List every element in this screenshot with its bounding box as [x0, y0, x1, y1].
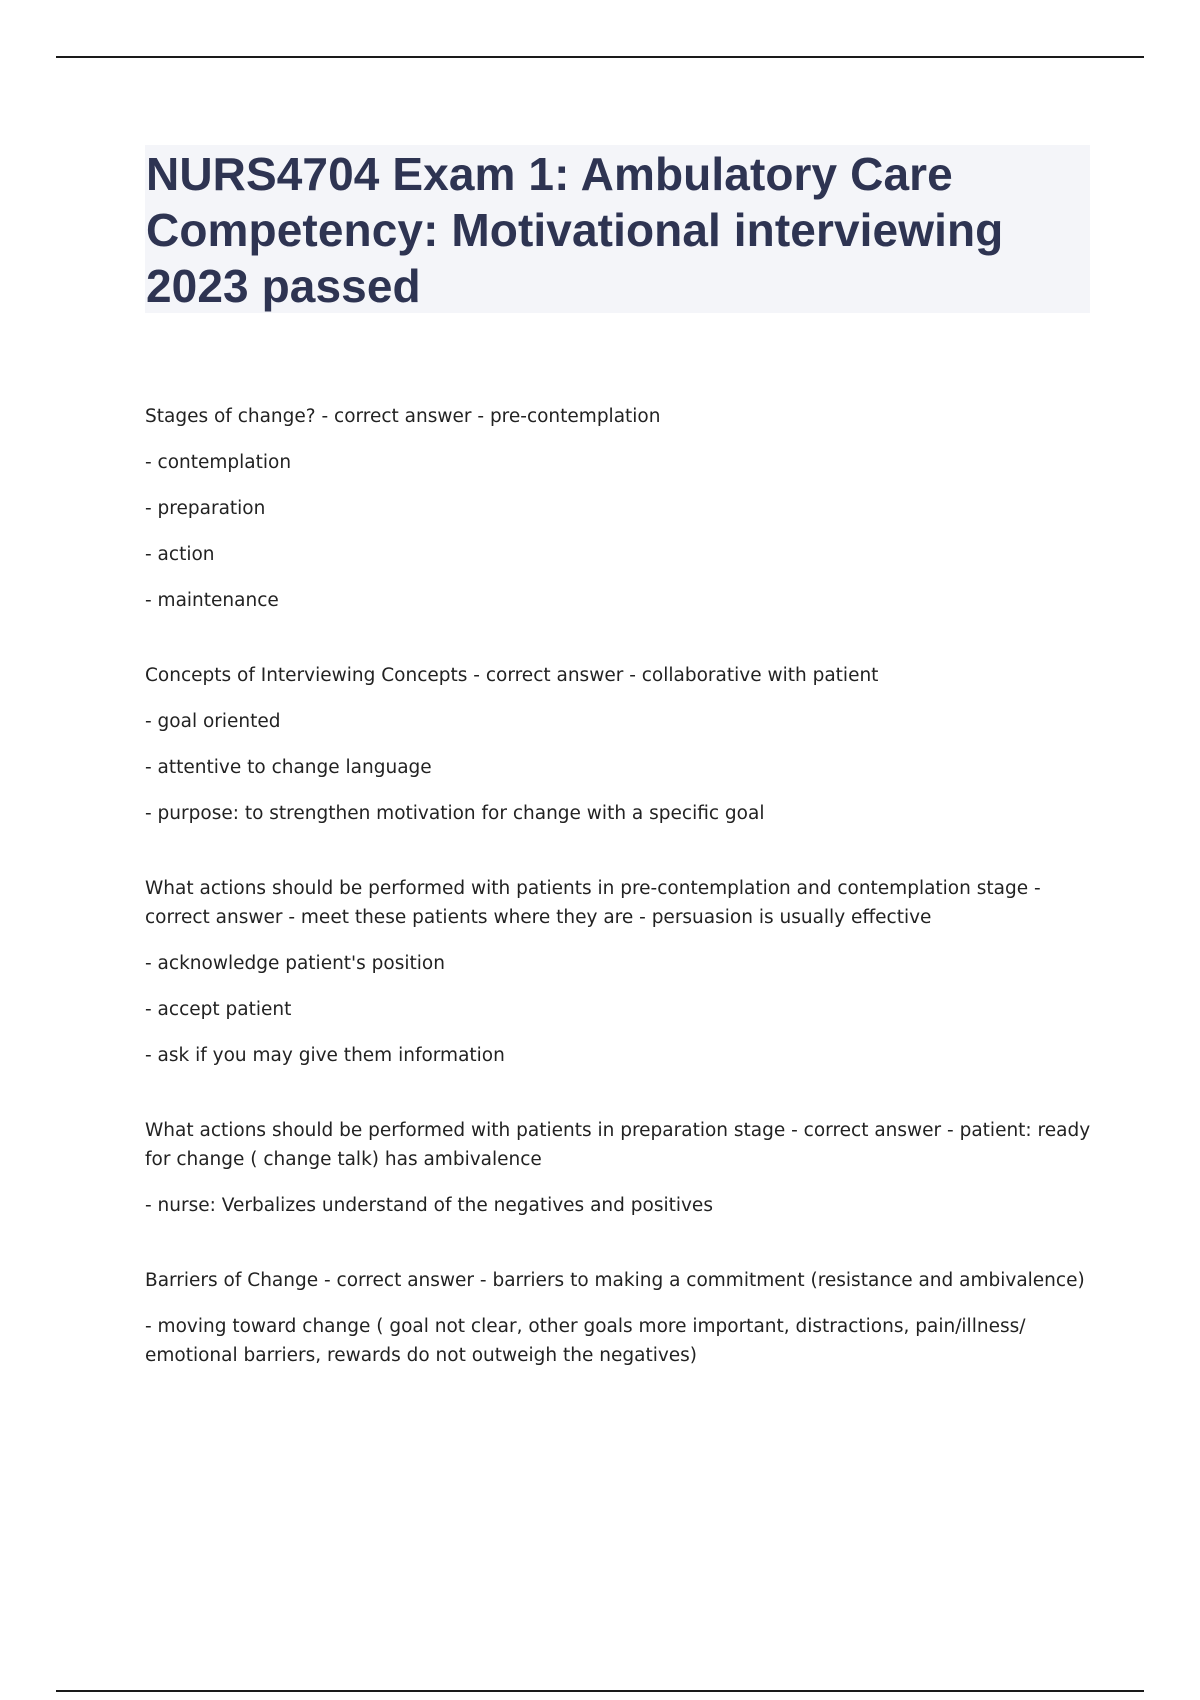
answer-item: - ask if you may give them information	[145, 1045, 505, 1066]
document-body	[145, 402, 1095, 1416]
qa-section	[145, 1116, 1095, 1220]
header-rule	[56, 56, 1144, 58]
answer-item: - purpose: to strengthen motivation for change with a specific goal	[145, 803, 765, 824]
answer-item: - attentive to change language	[145, 757, 432, 778]
answer-item: - preparation	[145, 498, 266, 519]
qa-section	[145, 874, 1095, 1070]
answer-item: - nurse: Verbalizes understand of the negatives and positives	[145, 1195, 713, 1216]
question-line: Concepts of Interviewing Concepts - correct answer - collaborative with patient	[145, 665, 879, 686]
question-line: Barriers of Change - correct answer - barriers to making a commitment (resistance and ambivalence)	[145, 1270, 1085, 1291]
question-line: What actions should be performed with patients in pre-contemplation and contemplation stage - correct answer - meet these patients where they are - persuasion is usually effective	[145, 878, 1041, 928]
answer-item: - accept patient	[145, 999, 292, 1020]
answer-item: - maintenance	[145, 590, 279, 611]
document-title: NURS4704 Exam 1: Ambulatory Care Competency: Motivational interviewing 2023 passed	[146, 148, 1004, 312]
title-banner	[145, 145, 1090, 313]
answer-item: - contemplation	[145, 452, 292, 473]
answer-item: - goal oriented	[145, 711, 281, 732]
qa-section	[145, 1266, 1095, 1370]
answer-item: - action	[145, 544, 215, 565]
answer-item: - acknowledge patient's position	[145, 953, 445, 974]
question-line: Stages of change? - correct answer - pre-contemplation	[145, 406, 661, 427]
qa-section	[145, 661, 1095, 828]
question-line: What actions should be performed with patients in preparation stage - correct answer - patient: ready for change ( change talk) has ambivalence	[145, 1120, 1091, 1170]
qa-section	[145, 402, 1095, 615]
answer-item: - moving toward change ( goal not clear, other goals more important, distractions, pain/illness/ emotional barriers, rewards do not outweigh the negatives)	[145, 1316, 1026, 1366]
footer-rule	[56, 1690, 1144, 1692]
